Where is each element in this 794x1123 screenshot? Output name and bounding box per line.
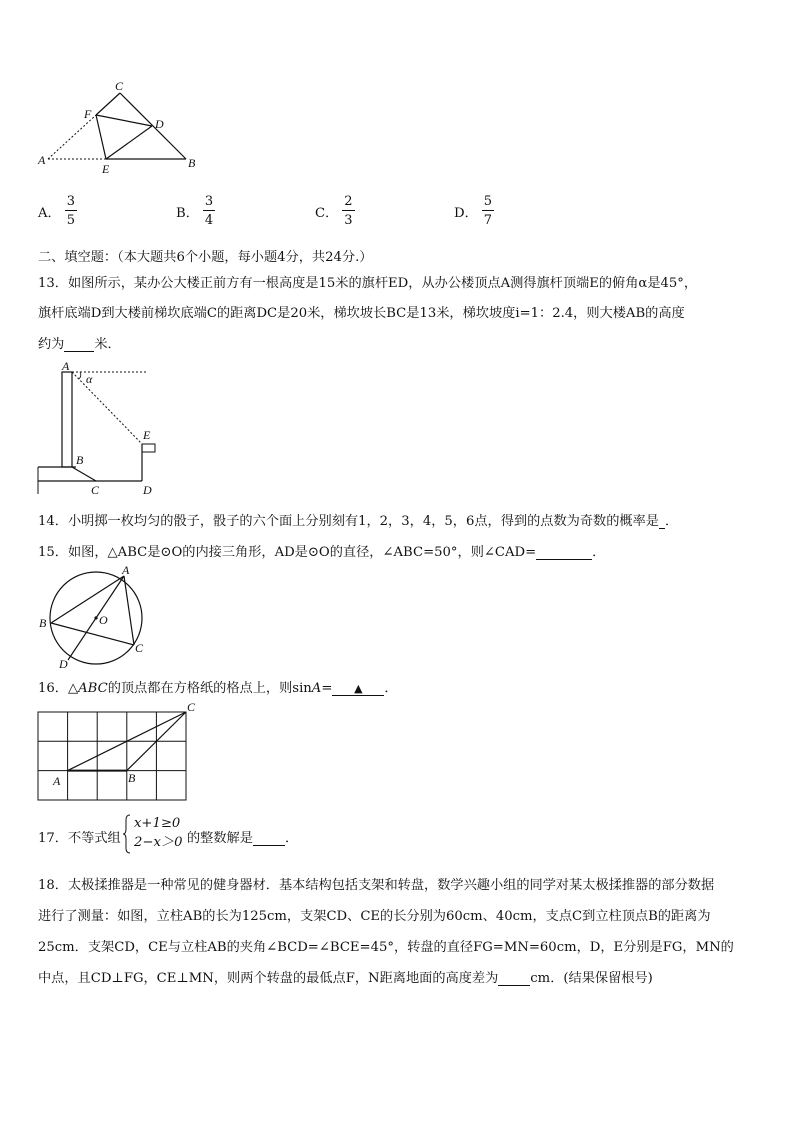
- q13-label-b: B: [76, 453, 84, 467]
- q16-text-a: 16．△: [38, 681, 79, 696]
- q18-text-line4: [38, 967, 653, 986]
- q16-label-b: B: [128, 771, 136, 785]
- numerator: 5: [483, 194, 493, 209]
- q12-label-c: C: [115, 79, 124, 93]
- q15-label-d: D: [59, 657, 68, 671]
- q18-text-line3: 25cm．支架CD，CE与立柱AB的夹角∠BCD=∠BCE=45°，转盘的直径FG=MN=60cm，D，E分别是FG，MN的: [38, 940, 734, 955]
- center-point: [94, 616, 97, 619]
- q15-label-o: O: [99, 613, 108, 627]
- q15-label-a: A: [122, 563, 130, 577]
- q14-question: 14．小明掷一枚均匀的骰子，骰子的六个面上分别刻有1，2，3，4，5，6点，得到的点数为奇数的概率是: [38, 514, 659, 529]
- q13-building-figure: [36, 360, 166, 500]
- q16-tail: ．: [384, 681, 398, 696]
- q14-text: [38, 510, 678, 529]
- numerator: 3: [204, 194, 214, 209]
- choice-letter: D．: [454, 205, 478, 221]
- q18-text-line2: 进行了测量：如图，立柱AB的长为125cm，支架CD、CE的长分别为60cm、40cm，支点C到立柱顶点B的距离为: [38, 909, 711, 924]
- q17-inequality-2: 2−x＞0: [134, 835, 183, 850]
- q15-circle-figure: [36, 563, 156, 671]
- q13-answer-blank[interactable]: [64, 338, 94, 352]
- segment-cf: [96, 93, 120, 115]
- q17-inequality-1: x+1≥0: [134, 816, 181, 831]
- q18-text-line4-b: cm．(结果保留根号): [530, 971, 653, 986]
- numerator: 2: [344, 194, 353, 209]
- q15-question: 15．如图，△ABC是⊙O的内接三角形，AD是⊙O的直径，∠ABC=50°，则∠CAD=: [38, 545, 537, 560]
- segment-fe: [96, 115, 106, 159]
- choice-letter: B．: [176, 205, 199, 221]
- q13-text-line3-a: 约为: [38, 337, 65, 352]
- choice-letter: A．: [38, 205, 61, 221]
- q13-text-line3: [38, 333, 121, 352]
- denominator: 7: [483, 213, 493, 228]
- q16-text: [38, 677, 398, 696]
- segment-bc: [120, 93, 186, 159]
- q13-label-e: E: [143, 428, 151, 442]
- q16-triangle-name: ABC: [78, 681, 108, 696]
- q18-answer-blank[interactable]: [498, 972, 530, 986]
- denominator: 5: [66, 213, 75, 228]
- section-title: 二、填空题：（本大题共6个小题，每小题4分，共24分.）: [38, 250, 373, 265]
- q16-grid-figure: [36, 700, 206, 804]
- q12-label-d: D: [155, 117, 164, 131]
- q17-inequality-system: [134, 814, 182, 852]
- choice-letter: C．: [315, 205, 339, 221]
- q17-suffix-line: [187, 827, 298, 846]
- q14-tail: ．: [665, 514, 679, 529]
- q12-triangle-figure: [36, 78, 206, 178]
- q16-angle-a: A: [311, 681, 322, 696]
- q12-label-a: A: [38, 153, 46, 167]
- brace-icon: [122, 814, 132, 854]
- triangle-marker-icon: ▲: [354, 682, 363, 695]
- q15-text: [38, 541, 605, 560]
- q12-label-f: F: [84, 107, 92, 121]
- flag: [142, 444, 155, 452]
- q12-label-b: B: [188, 156, 196, 170]
- fraction: [65, 194, 77, 228]
- slope-bc: [72, 467, 96, 481]
- depression-sightline: [72, 372, 142, 444]
- q16-text-c: =: [321, 681, 333, 696]
- q13-text-line1: 13．如图所示，某办公大楼正前方有一根高度是15米的旗杆ED，从办公楼顶点A测得旗杆顶端E的俯角α是45°，: [38, 276, 698, 291]
- numerator: 3: [66, 194, 75, 209]
- q13-label-c: C: [91, 483, 100, 497]
- chord-bc: [51, 623, 134, 645]
- q16-text-b: 的顶点都在方格纸的格点上，则sin: [107, 681, 312, 696]
- q17-suffix: 的整数解是: [187, 831, 253, 846]
- q16-label-c: C: [187, 700, 196, 714]
- q15-tail: ．: [592, 545, 606, 560]
- q15-label-c: C: [135, 641, 144, 655]
- q17-answer-blank[interactable]: [253, 832, 285, 846]
- q17-prefix: 17．不等式组: [38, 831, 121, 846]
- q12-choice-c: [315, 190, 355, 232]
- dashed-line-af: [48, 115, 96, 159]
- segment-de: [106, 126, 152, 159]
- fraction: [482, 194, 494, 228]
- q18-text-line4-a: 中点，且CD⊥FG，CE⊥MN，则两个转盘的最低点F，N距离地面的高度差为: [38, 971, 499, 986]
- q12-choice-d: [454, 190, 494, 232]
- q16-answer-blank[interactable]: [332, 682, 384, 696]
- q13-text-line2: 旗杆底端D到大楼前梯坎底端C的距离DC是20米，梯坎坡长BC是13米，梯坎坡度i=1：2.4，则大楼AB的高度: [38, 306, 685, 321]
- angle-arc: [79, 372, 81, 379]
- building-ab: [62, 372, 72, 467]
- q12-label-e: E: [102, 162, 110, 176]
- q12-choice-b: [176, 190, 215, 232]
- q13-label-a: A: [62, 359, 70, 373]
- q12-choice-a: [38, 190, 77, 232]
- q15-label-b: B: [39, 616, 47, 630]
- denominator: 4: [204, 213, 214, 228]
- q13-label-d: D: [143, 483, 152, 497]
- q15-answer-blank[interactable]: [536, 546, 592, 560]
- chord-ab: [51, 576, 124, 623]
- q13-label-alpha: α: [86, 372, 93, 386]
- q16-label-a: A: [53, 774, 61, 788]
- q17-tail: ．: [284, 831, 299, 846]
- q18-text-line1: 18．太极揉推器是一种常见的健身器材．基本结构包括支架和转盘，数学兴趣小组的同学对某太极揉推器的部分数据: [38, 878, 715, 893]
- q13-text-line3-b: 米．: [94, 337, 121, 352]
- denominator: 3: [344, 213, 353, 228]
- fraction: [203, 194, 215, 228]
- fraction: [342, 194, 354, 228]
